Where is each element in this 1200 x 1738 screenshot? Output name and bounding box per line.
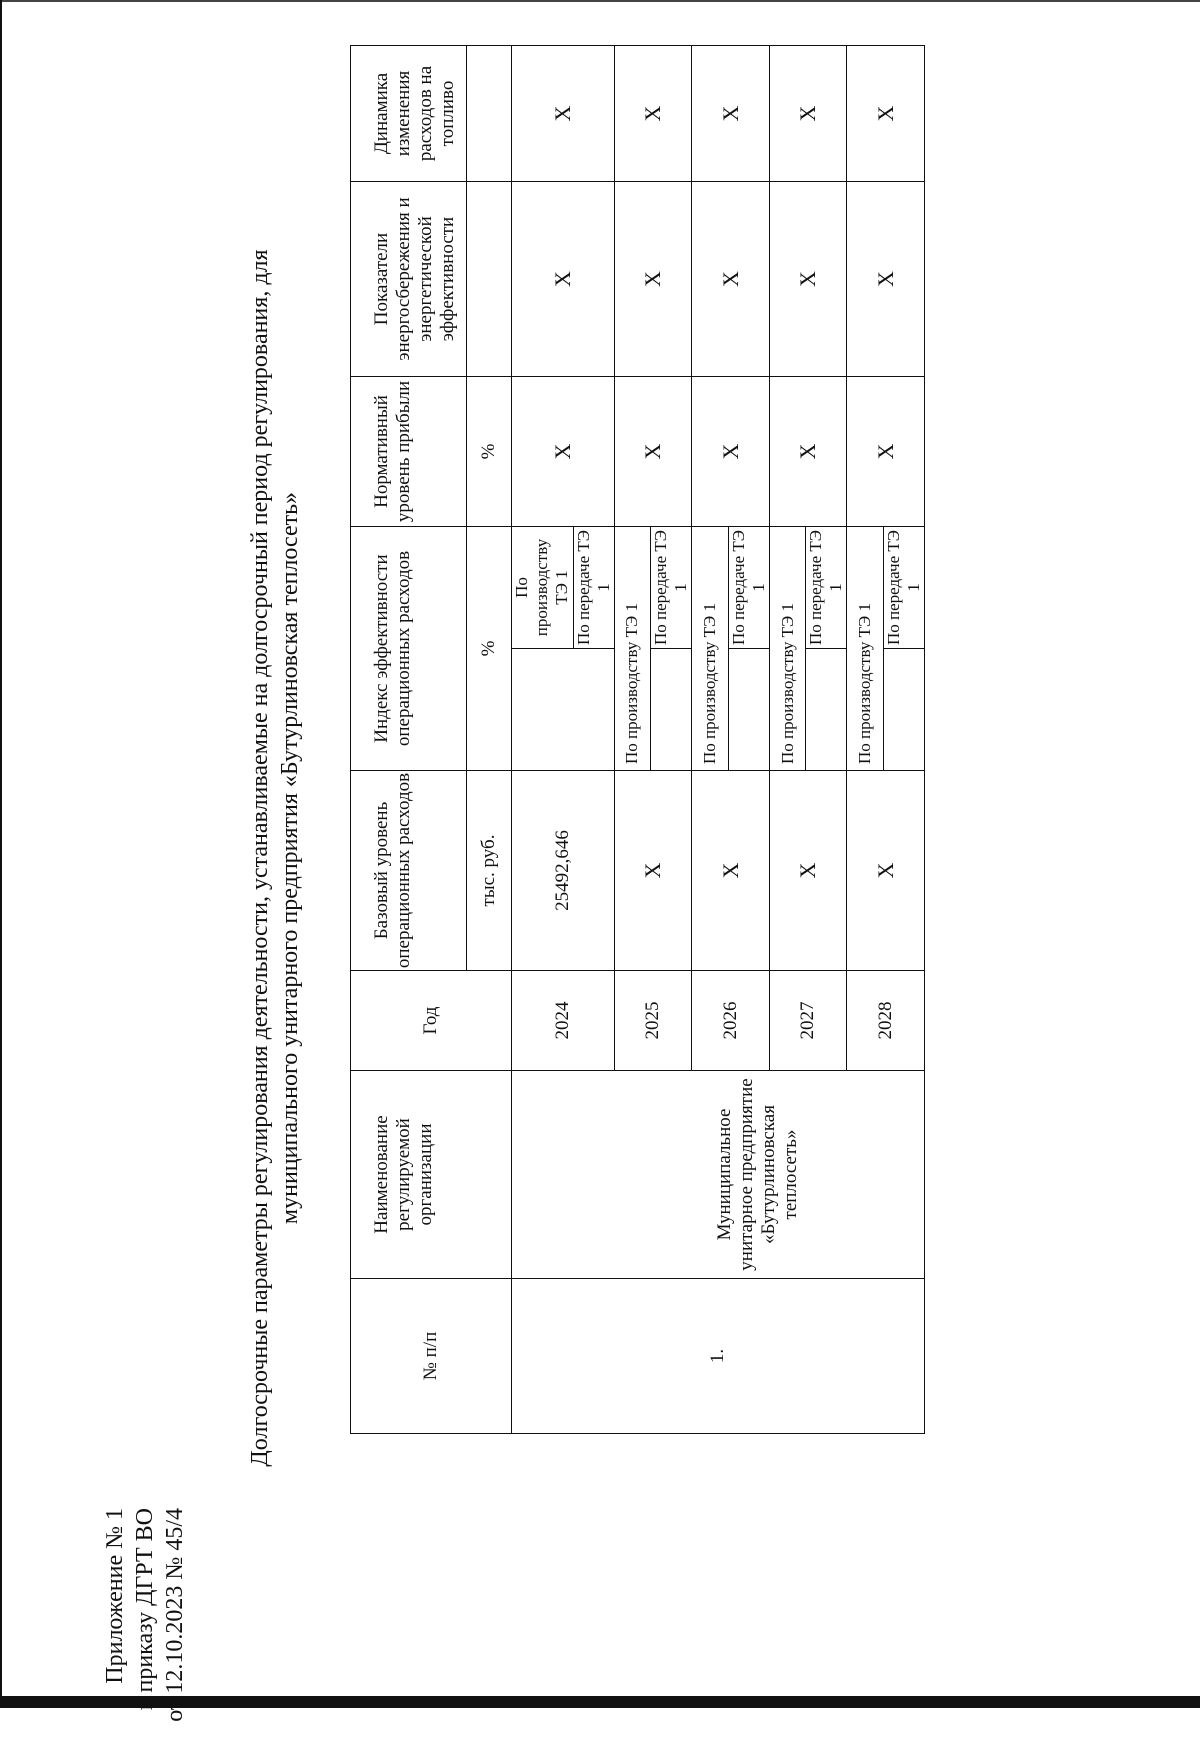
row-number: 1. xyxy=(512,1279,925,1434)
header-org: Наименование регулируемой организации xyxy=(351,1071,512,1279)
attachment-note xyxy=(100,1508,190,1738)
title-line-2: муниципального унитарного предприятия «Бутурлиновская теплосеть» xyxy=(277,491,303,1225)
index-production: По производству ТЭ 1 xyxy=(692,527,728,771)
base-cell: X xyxy=(769,771,847,971)
base-cell: X xyxy=(692,771,770,971)
energy-cell: X xyxy=(692,182,770,377)
table-row xyxy=(512,46,573,1434)
index-production: По производству ТЭ 1 xyxy=(769,527,805,771)
index-empty-cell xyxy=(512,649,615,771)
index-transmission: По передаче ТЭ 1 xyxy=(883,527,924,649)
attachment-line-1: Приложение № 1 xyxy=(102,1508,128,1684)
energy-cell: X xyxy=(512,182,615,377)
year-cell: 2026 xyxy=(692,971,770,1071)
header-energy: Показатели энергосбережения и энергетической эффективности xyxy=(351,182,467,377)
profit-cell: X xyxy=(692,377,770,527)
index-transmission: По передаче ТЭ 1 xyxy=(806,527,847,649)
header-row xyxy=(351,46,467,1434)
profit-cell: X xyxy=(847,377,925,527)
unit-base: тыс. руб. xyxy=(466,771,511,971)
org-name: Муниципальное унитарное предприятие «Бутурлиновская теплосеть» xyxy=(714,1078,802,1271)
unit-profit: % xyxy=(466,377,511,527)
base-cell: X xyxy=(847,771,925,971)
header-fuel: Динамика изменения расходов на топливо xyxy=(351,46,467,182)
profit-cell: X xyxy=(614,377,692,527)
energy-cell: X xyxy=(614,182,692,377)
header-num: № п/п xyxy=(351,1279,512,1434)
attachment-line-2: к приказу ДГРТ ВО xyxy=(132,1508,158,1711)
index-empty-cell xyxy=(883,649,924,771)
profit-cell: X xyxy=(769,377,847,527)
parameters-table xyxy=(350,45,925,1434)
year-cell: 2024 xyxy=(512,971,615,1071)
index-production: По производству ТЭ 1 xyxy=(512,527,573,649)
base-cell: X xyxy=(614,771,692,971)
base-cell: 25492,646 xyxy=(512,771,615,971)
index-transmission: По передаче ТЭ 1 xyxy=(573,527,614,649)
attachment-line-3: от 12.10.2023 № 45/4 xyxy=(162,1508,188,1722)
index-production: По производству ТЭ 1 xyxy=(614,527,650,771)
title-line-1: Долгосрочные параметры регулирования деятельности, устанавливаемые на долгосрочный период регулирования, для xyxy=(247,249,273,1467)
document-title xyxy=(245,188,305,1528)
energy-cell: X xyxy=(847,182,925,377)
year-cell: 2027 xyxy=(769,971,847,1071)
year-cell: 2025 xyxy=(614,971,692,1071)
org-name-cell xyxy=(512,1071,925,1279)
index-empty-cell xyxy=(806,649,847,771)
year-cell: 2028 xyxy=(847,971,925,1071)
header-index: Индекс эффективности операционных расходов xyxy=(351,527,467,771)
header-profit: Нормативный уровень прибыли xyxy=(351,377,467,527)
unit-fuel xyxy=(466,46,511,182)
unit-index: % xyxy=(466,527,511,771)
index-empty-cell xyxy=(651,649,692,771)
unit-energy xyxy=(466,182,511,377)
fuel-cell: X xyxy=(692,46,770,182)
index-empty-cell xyxy=(728,649,769,771)
fuel-cell: X xyxy=(512,46,615,182)
fuel-cell: X xyxy=(769,46,847,182)
fuel-cell: X xyxy=(614,46,692,182)
header-year: Год xyxy=(351,971,512,1071)
index-transmission: По передаче ТЭ 1 xyxy=(728,527,769,649)
fuel-cell: X xyxy=(847,46,925,182)
header-base: Базовый уровень операционных расходов xyxy=(351,771,467,971)
index-transmission: По передаче ТЭ 1 xyxy=(651,527,692,649)
energy-cell: X xyxy=(769,182,847,377)
profit-cell: X xyxy=(512,377,615,527)
index-production: По производству ТЭ 1 xyxy=(847,527,883,771)
